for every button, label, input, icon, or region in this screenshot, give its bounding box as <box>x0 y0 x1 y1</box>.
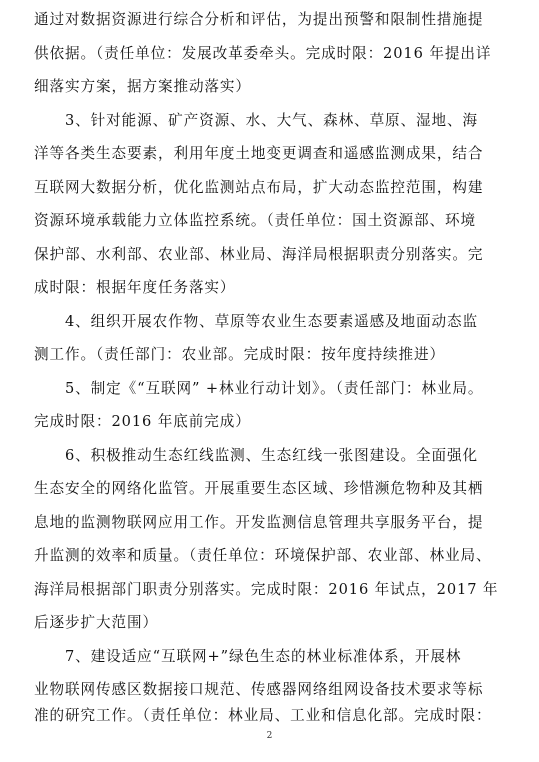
text-line: 后逐步扩大范围） <box>34 614 158 631</box>
text-line: 保护部、水利部、农业部、林业局、海洋局根据职责分别落实。完 <box>34 246 484 263</box>
text-line: 通过对数据资源进行综合分析和评估，为提出预警和限制性措施提 <box>34 11 484 28</box>
text-line: 洋等各类生态要素，利用年度土地变更调查和遥感监测成果，结合 <box>34 145 484 162</box>
text-line: 4、组织开展农作物、草原等农业生态要素遥感及地面动态监 <box>65 313 479 330</box>
text-line: 资源环境承载能力立体监控系统。（责任单位：国土资源部、环境 <box>34 212 477 229</box>
text-line: 业物联网传感区数据接口规范、传感器网络组网设备技术要求等标 <box>34 681 484 698</box>
text-line: 6、积极推动生态红线监测、生态红线一张图建设。全面强化 <box>65 447 479 464</box>
text-line: 息地的监测物联网应用工作。开发监测信息管理共享服务平台，提 <box>34 514 484 531</box>
text-line: 测工作。（责任部门：农业部。完成时限：按年度持续推进） <box>34 346 446 363</box>
text-line: 细落实方案，据方案推动落实） <box>34 78 251 95</box>
text-line: 生态安全的网络化监管。开展重要生态区域、珍惜濒危物种及其栖 <box>34 480 484 497</box>
text-line: 完成时限：2016 年底前完成） <box>34 413 251 430</box>
text-line: 互联网大数据分析，优化监测站点布局，扩大动态监控范围，构建 <box>34 179 484 196</box>
text-line: 准的研究工作。（责任单位：林业局、工业和信息化部。完成时限： <box>34 707 492 724</box>
text-line: 成时限：根据年度任务落实） <box>34 279 236 296</box>
text-line: 3、针对能源、矿产资源、水、大气、森林、草原、湿地、海 <box>65 112 479 129</box>
text-line: 供依据。（责任单位：发展改革委牵头。完成时限：2016 年提出详 <box>34 45 492 62</box>
text-line: 海洋局根据部门职责分别落实。完成时限：2016 年试点，2017 年 <box>34 581 499 598</box>
text-line: 7、建设适应“互联网+”绿色生态的林业标准体系，开展林 <box>65 648 462 665</box>
text-line: 5、制定《“互联网” +林业行动计划》。（责任部门：林业局。 <box>65 380 484 397</box>
page-number: 2 <box>266 731 273 741</box>
text-line: 升监测的效率和质量。（责任单位：环境保护部、农业部、林业局、 <box>34 547 492 564</box>
